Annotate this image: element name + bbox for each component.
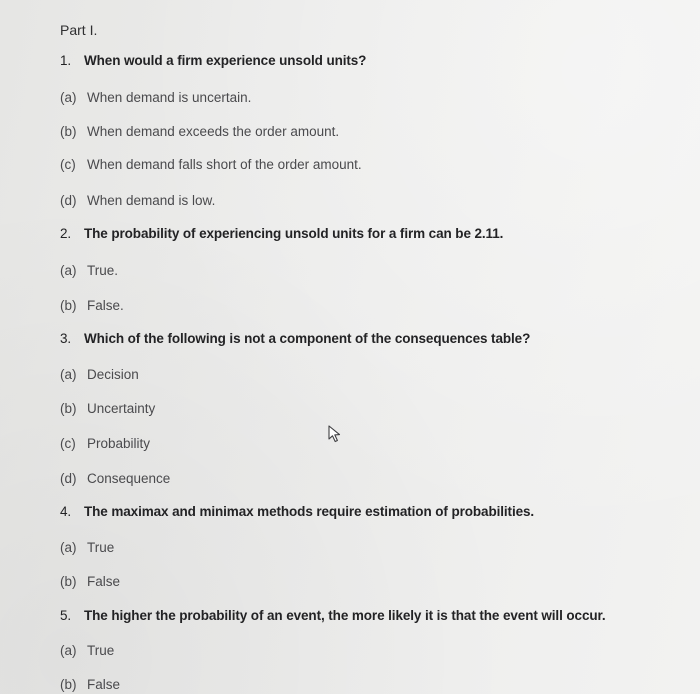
option-3b[interactable] <box>60 400 155 418</box>
question-number: 3. <box>60 331 72 346</box>
question-3 <box>60 330 530 348</box>
option-2a[interactable] <box>60 262 118 280</box>
option-1a[interactable] <box>60 89 251 107</box>
option-text: True <box>87 643 115 658</box>
option-letter: (a) <box>60 643 77 658</box>
option-1d[interactable] <box>60 192 215 210</box>
option-text: False. <box>87 298 124 313</box>
option-4b[interactable] <box>60 573 120 591</box>
page-heading: Part I. <box>60 22 98 38</box>
option-letter: (b) <box>60 677 77 692</box>
question-text: The higher the probability of an event, the more likely it is that the event will occur. <box>84 608 606 623</box>
mouse-pointer-icon <box>327 425 343 443</box>
question-text: The maximax and minimax methods require estimation of probabilities. <box>84 504 535 519</box>
option-5b[interactable] <box>60 676 120 694</box>
option-letter: (b) <box>60 574 77 589</box>
option-4a[interactable] <box>60 539 114 557</box>
option-1c[interactable] <box>60 156 362 174</box>
option-2b[interactable] <box>60 297 124 315</box>
option-text: False <box>87 677 121 692</box>
option-text: When demand falls short of the order amount. <box>87 157 362 172</box>
option-text: True. <box>87 263 119 278</box>
question-number: 2. <box>60 226 72 241</box>
option-letter: (b) <box>60 401 77 416</box>
option-text: True <box>87 540 115 555</box>
option-5a[interactable] <box>60 642 114 660</box>
option-letter: (a) <box>60 367 77 382</box>
question-4 <box>60 503 534 521</box>
option-letter: (a) <box>60 263 77 278</box>
option-3d[interactable] <box>60 470 170 488</box>
question-2 <box>60 225 503 243</box>
option-letter: (c) <box>60 157 76 172</box>
option-letter: (d) <box>60 193 77 208</box>
question-text: The probability of experiencing unsold units for a firm can be 2.11. <box>84 226 504 241</box>
question-5 <box>60 607 606 625</box>
option-1b[interactable] <box>60 123 339 141</box>
option-text: Consequence <box>87 471 171 486</box>
option-letter: (c) <box>60 436 76 451</box>
question-number: 1. <box>60 53 72 68</box>
question-number: 5. <box>60 608 72 623</box>
option-text: False <box>87 574 121 589</box>
option-text: When demand is uncertain. <box>87 90 252 105</box>
option-letter: (b) <box>60 298 77 313</box>
option-text: When demand is low. <box>87 193 216 208</box>
option-letter: (b) <box>60 124 77 139</box>
question-text: When would a firm experience unsold units? <box>84 53 367 68</box>
option-text: Probability <box>87 436 151 451</box>
option-text: When demand exceeds the order amount. <box>87 124 340 139</box>
question-text: Which of the following is not a component of the consequences table? <box>84 331 531 346</box>
question-1 <box>60 52 366 70</box>
option-text: Uncertainty <box>87 401 156 416</box>
option-3c[interactable] <box>60 435 150 453</box>
option-text: Decision <box>87 367 139 382</box>
option-letter: (a) <box>60 540 77 555</box>
option-3a[interactable] <box>60 366 139 384</box>
question-number: 4. <box>60 504 72 519</box>
option-letter: (d) <box>60 471 77 486</box>
option-letter: (a) <box>60 90 77 105</box>
